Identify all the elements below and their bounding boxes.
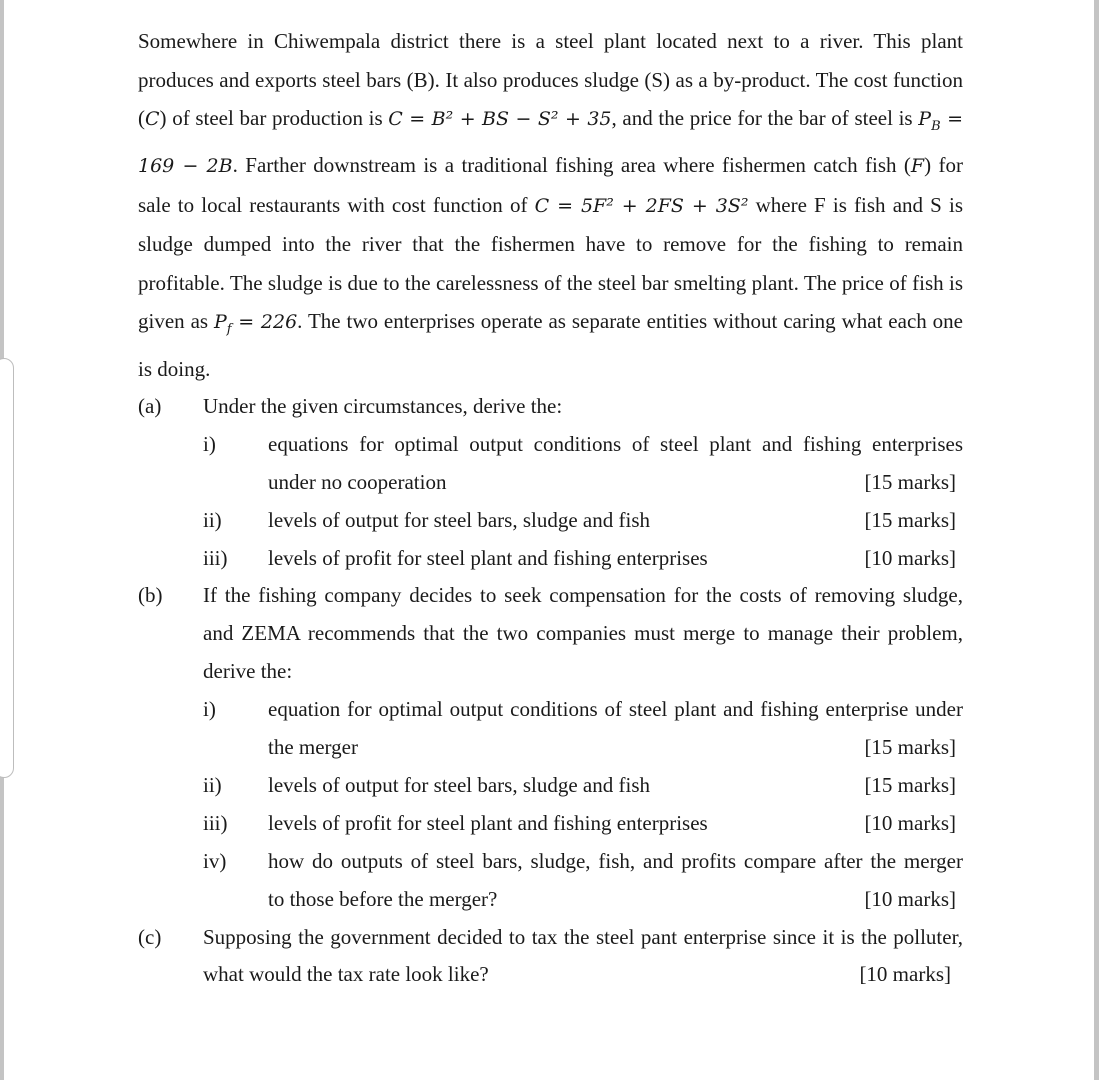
fish-cost-equation: C = 5F² + 2FS + 3S² (534, 194, 749, 217)
part-b-iv-text-cont: to those before the merger? (268, 887, 498, 911)
part-b-label: (b) (138, 583, 163, 607)
part-a-i-text-cont: under no cooperation (268, 470, 447, 494)
intro-paragraph: Somewhere in Chiwempala district there is a steel plant located next to a river. This plant produces and exports steel bars (B). It also produces sludge (S) as a by-product. The cost function (C) of steel bar production is C = B² + BS − S² + 35, and the price for the bar of steel is $P_B = 169 - 2B$. Farther downstream is a traditional fishing area where fishermen catch fish (F) for sale to local restaurants with cost function of C = 5F² + 2FS + 3S² where F is fish and S is sludge dumped into the river that the fishermen have to remove for the fishing to remain profitable. The sludge is due to the carelessness of the steel bar smelting plant. The price of fish is given as $P_f = 226$. The two enterprises operate as separate entities without caring what each one is doing. (138, 29, 964, 381)
part-a-label: (a) (138, 394, 162, 418)
part-b-i-text: equation for optimal output conditions of steel plant and fishing enterprise under (268, 697, 963, 721)
side-panel-tab[interactable] (0, 358, 14, 778)
part-b-ii-marks: [15 marks] (864, 773, 956, 797)
part-a-iii-marks: [10 marks] (864, 546, 956, 570)
steel-price-equation: $P_B = 169 - 2B$ (138, 108, 963, 178)
fish-price-equation: $P_f = 226$ (213, 311, 298, 338)
part-b-i-label: i) (203, 697, 216, 721)
part-a-iii-label: iii) (203, 546, 228, 570)
part-b-iv-label: iv) (203, 849, 227, 873)
part-b-ii-label: ii) (203, 773, 222, 797)
part-b-stem-cont: and ZEMA recommends that the two companies must merge to manage their problem, (203, 621, 963, 645)
part-c-marks: [10 marks] (859, 962, 951, 986)
part-a-i-marks: [15 marks] (864, 470, 956, 494)
part-c-text: Supposing the government decided to tax the steel pant enterprise since it is the polluter, (203, 925, 963, 949)
part-b-i-marks: [15 marks] (864, 735, 956, 759)
part-a-stem: Under the given circumstances, derive the: (203, 394, 563, 418)
part-b-iv-text: how do outputs of steel bars, sludge, fish, and profits compare after the merger (268, 849, 963, 873)
steel-cost-equation: C = B² + BS − S² + 35 (388, 108, 612, 130)
part-b-ii-text: levels of output for steel bars, sludge and fish (268, 773, 650, 797)
part-b-iii-text: levels of profit for steel plant and fishing enterprises (268, 811, 708, 835)
part-a-ii-text: levels of output for steel bars, sludge and fish (268, 508, 650, 532)
part-a-i-text: equations for optimal output conditions of steel plant and fishing enterprises (268, 432, 963, 456)
part-c-text-cont: what would the tax rate look like? (203, 962, 489, 986)
part-a-ii-marks: [15 marks] (864, 508, 956, 532)
fish-symbol: F (910, 155, 925, 178)
part-c-label: (c) (138, 925, 162, 949)
part-b-stem-end: derive the: (203, 659, 293, 683)
part-b-i-text-cont: the merger (268, 735, 358, 759)
part-b-iii-marks: [10 marks] (864, 811, 956, 835)
part-b-iii-label: iii) (203, 811, 228, 835)
part-b-iv-marks: [10 marks] (864, 887, 956, 911)
part-b-stem: If the fishing company decides to seek compensation for the costs of removing sludge, (203, 583, 963, 607)
part-a-iii-text: levels of profit for steel plant and fishing enterprises (268, 546, 708, 570)
part-a-ii-label: ii) (203, 508, 222, 532)
cost-symbol: C (145, 108, 160, 130)
part-a-i-label: i) (203, 432, 216, 456)
right-page-edge (1094, 0, 1099, 1080)
